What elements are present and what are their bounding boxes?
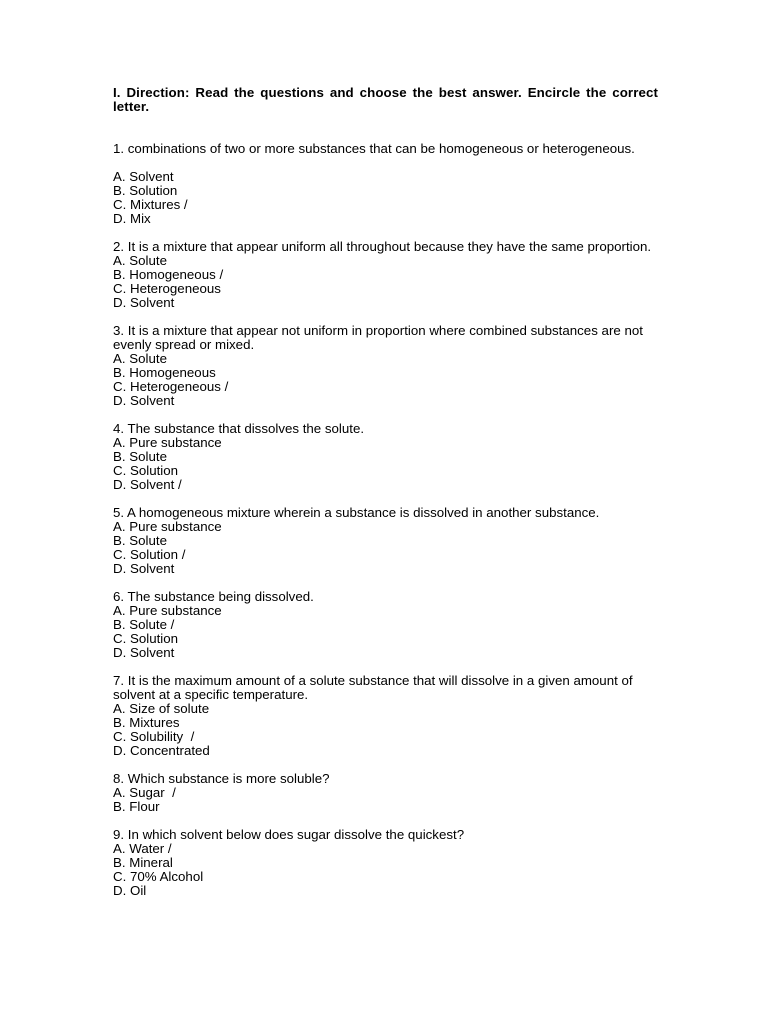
answer-option: A. Solute (113, 253, 167, 268)
answer-option: A. Solvent (113, 169, 174, 184)
answer-option: A. Sugar / (113, 785, 176, 800)
answer-option: C. Solubility / (113, 729, 195, 744)
question-stem: 6. The substance being dissolved. (113, 589, 314, 604)
answer-option: A. Solute (113, 351, 167, 366)
answer-option: C. Heterogeneous / (113, 379, 229, 394)
question-stem: 4. The substance that dissolves the solute. (113, 421, 365, 436)
question-stem: 5. A homogeneous mixture wherein a substance is dissolved in another substance. (113, 505, 600, 520)
direction-heading: I. Direction: Read the questions and choose the best answer. Encircle the correct letter. (113, 85, 658, 114)
answer-option: C. Solution (113, 631, 179, 646)
answer-option: D. Solvent (113, 561, 175, 576)
answer-options (113, 170, 658, 226)
question-item (113, 590, 658, 660)
answer-options (113, 842, 658, 898)
answer-option: B. Mineral (113, 855, 173, 870)
answer-options (113, 352, 658, 408)
question-stem: 2. It is a mixture that appear uniform all throughout because they have the same proportion. (113, 239, 652, 254)
answer-option: D. Oil (113, 883, 147, 898)
answer-option: D. Concentrated (113, 743, 210, 758)
question-item (113, 240, 658, 310)
answer-option: B. Solute (113, 533, 167, 548)
answer-option: C. 70% Alcohol (113, 869, 204, 884)
question-item (113, 506, 658, 576)
answer-option: B. Mixtures (113, 715, 180, 730)
answer-option: A. Pure substance (113, 603, 222, 618)
question-item (113, 142, 658, 226)
answer-option: D. Solvent (113, 295, 175, 310)
answer-option: C. Mixtures / (113, 197, 188, 212)
question-item (113, 674, 658, 758)
question-list (113, 142, 658, 898)
answer-option: B. Solute / (113, 617, 175, 632)
answer-option: B. Flour (113, 799, 160, 814)
answer-options (113, 786, 658, 814)
answer-option: D. Solvent (113, 393, 175, 408)
question-item (113, 828, 658, 898)
answer-option: D. Mix (113, 211, 151, 226)
answer-option: D. Solvent / (113, 477, 182, 492)
question-item (113, 422, 658, 492)
answer-option: A. Pure substance (113, 435, 222, 450)
answer-option: A. Water / (113, 841, 172, 856)
question-item (113, 324, 658, 408)
question-stem: 1. combinations of two or more substances that can be homogeneous or heterogeneous. (113, 141, 635, 156)
answer-option: C. Heterogeneous (113, 281, 221, 296)
answer-option: A. Pure substance (113, 519, 222, 534)
answer-option: B. Homogeneous (113, 365, 216, 380)
question-stem: 8. Which substance is more soluble? (113, 771, 330, 786)
answer-option: B. Homogeneous / (113, 267, 224, 282)
answer-options (113, 436, 658, 492)
question-stem: 9. In which solvent below does sugar dissolve the quickest? (113, 827, 465, 842)
answer-options (113, 604, 658, 660)
quiz-content (113, 86, 658, 912)
question-stem: 3. It is a mixture that appear not uniform in proportion where combined substances are not evenly spread or mixed. (113, 323, 643, 352)
answer-option: C. Solution / (113, 547, 186, 562)
answer-options (113, 702, 658, 758)
answer-options (113, 520, 658, 576)
answer-option: D. Solvent (113, 645, 175, 660)
question-item (113, 772, 658, 814)
question-stem: 7. It is the maximum amount of a solute substance that will dissolve in a given amount of solvent at a specific temperature. (113, 673, 633, 702)
answer-options (113, 254, 658, 310)
answer-option: A. Size of solute (113, 701, 210, 716)
answer-option: B. Solution (113, 183, 178, 198)
answer-option: C. Solution (113, 463, 179, 478)
answer-option: B. Solute (113, 449, 167, 464)
